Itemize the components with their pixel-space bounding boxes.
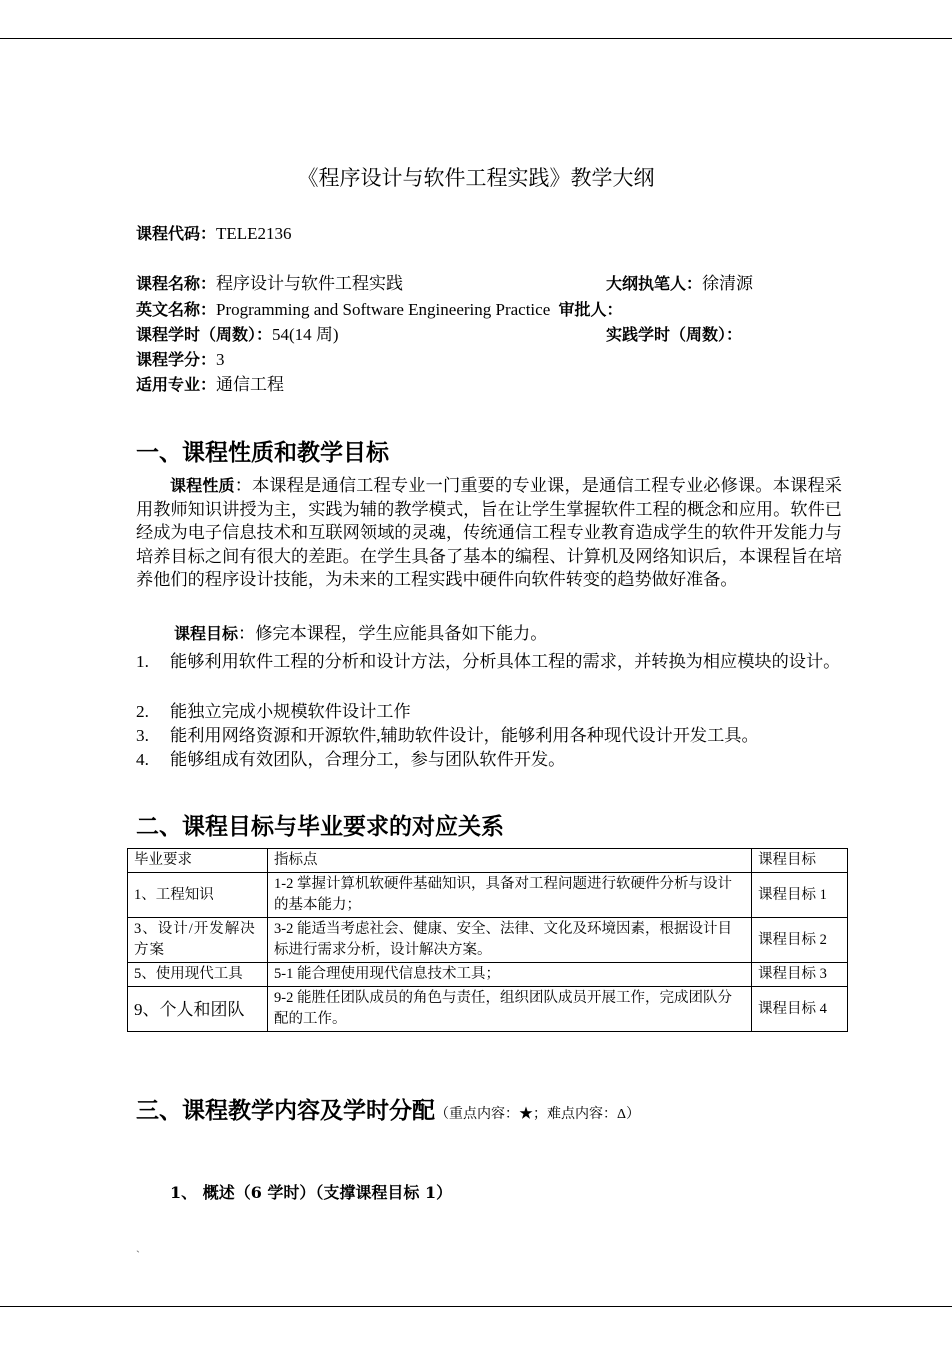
goal-item — [136, 650, 842, 674]
goal-number: 2. — [136, 702, 149, 721]
practice-hours-field — [606, 323, 742, 347]
header-indicator: 指标点 — [268, 849, 752, 873]
approver-label: 审批人： — [558, 300, 623, 319]
course-nature-label: 课程性质 — [170, 476, 235, 495]
table-header-row — [128, 849, 848, 873]
course-goal-cell: 课程目标 3 — [752, 963, 848, 987]
course-goal-cell: 课程目标 1 — [752, 873, 848, 918]
requirements-mapping-table — [127, 848, 848, 1032]
credit-value: 3 — [216, 350, 225, 369]
english-name-line — [136, 298, 623, 322]
goal-number: 1. — [136, 652, 149, 671]
indicator-cell: 1-2 掌握计算机软硬件基础知识，具备对工程问题进行软硬件分析与设计的基本能力； — [268, 873, 752, 918]
course-hours-value: 54(14 周) — [272, 325, 339, 344]
course-goal-label: 课程目标 — [174, 624, 239, 643]
english-name-label: 英文名称： — [136, 300, 217, 319]
course-code-line — [136, 222, 292, 246]
goal-item — [136, 700, 842, 724]
indicator-cell: 3-2 能适当考虑社会、健康、安全、法律、文化及环境因素，根据设计目标进行需求分析，设计解决方案。 — [268, 918, 752, 963]
course-hours-line — [136, 323, 743, 347]
course-code-value: TELE2136 — [216, 224, 292, 243]
section2-heading: 二、课程目标与毕业要求的对应关系 — [136, 813, 504, 840]
header-rule — [0, 38, 952, 39]
header-course-goal: 课程目标 — [752, 849, 848, 873]
goal-text: 能够组成有效团队，合理分工，参与团队软件开发。 — [170, 750, 566, 769]
stray-mark: ` — [136, 1248, 140, 1262]
requirement-cell: 1、工程知识 — [128, 873, 268, 918]
course-goal-paragraph — [136, 622, 842, 646]
major-value: 通信工程 — [216, 375, 285, 394]
course-hours-label: 课程学时（周数）： — [136, 325, 273, 344]
indicator-cell: 9-2 能胜任团队成员的角色与责任，组织团队成员开展工作，完成团队分配的工作。 — [268, 987, 752, 1032]
goal-number: 4. — [136, 750, 149, 769]
course-name-line — [136, 272, 754, 296]
section3-legend-note: （重点内容：★；难点内容：Δ） — [435, 1107, 641, 1122]
requirement-cell: 5、使用现代工具 — [128, 963, 268, 987]
indicator-cell: 5-1 能合理使用现代信息技术工具； — [268, 963, 752, 987]
practice-hours-label: 实践学时（周数）： — [606, 325, 743, 344]
footer-rule — [0, 1306, 952, 1307]
header-graduation-requirement: 毕业要求 — [128, 849, 268, 873]
course-name-value: 程序设计与软件工程实践 — [216, 274, 404, 293]
major-label: 适用专业： — [136, 375, 217, 394]
course-nature-text: ：本课程是通信工程专业一门重要的专业课，是通信工程专业必修课。本课程采用教师知识讲授为主，实践为辅的教学模式，旨在让学生掌握软件工程的概念和应用。软件已经成为电子信息技术和互联网领域的灵魂，传统通信工程专业教育造成学生的软件开发能力与培养目标之间有很大的差距。在学生具备了基本的编程、计算机及网络知识后，本课程旨在培养他们的程序设计技能，为未来的工程实践中硬件向软件转变的趋势做好准备。 — [136, 476, 842, 590]
credit-label: 课程学分： — [136, 350, 217, 369]
goal-item — [136, 724, 842, 748]
author-value: 徐清源 — [702, 274, 754, 293]
subsection-overview-heading: 1、 概述（6 学时）（支撑课程目标 1） — [170, 1183, 453, 1202]
table-row — [128, 963, 848, 987]
table-row — [128, 873, 848, 918]
major-line — [136, 373, 284, 397]
course-goal-cell: 课程目标 4 — [752, 987, 848, 1032]
course-goal-cell: 课程目标 2 — [752, 918, 848, 963]
author-label: 大纲执笔人： — [606, 274, 703, 293]
section1-heading: 一、课程性质和教学目标 — [136, 439, 389, 466]
course-goal-text: ：修完本课程，学生应能具备如下能力。 — [238, 624, 548, 643]
course-name-label: 课程名称： — [136, 274, 217, 293]
goal-item — [136, 748, 842, 772]
goal-number: 3. — [136, 726, 149, 745]
goal-text: 能独立完成小规模软件设计工作 — [170, 702, 411, 721]
english-name-value: Programming and Software Engineering Practice — [216, 300, 551, 319]
section3-heading — [136, 1092, 640, 1125]
credit-line — [136, 348, 225, 372]
course-nature-paragraph — [136, 474, 842, 592]
section3-heading-text: 三、课程教学内容及学时分配 — [136, 1097, 435, 1124]
goal-text: 能利用网络资源和开源软件,辅助软件设计，能够利用各种现代设计开发工具。 — [170, 726, 759, 745]
page-title: 《程序设计与软件工程实践》教学大纲 — [297, 166, 655, 190]
requirement-cell: 9、个人和团队 — [128, 987, 268, 1032]
goal-text: 能够利用软件工程的分析和设计方法，分析具体工程的需求，并转换为相应模块的设计。 — [170, 652, 841, 671]
requirement-cell: 3、设计/开发解决方案 — [128, 918, 268, 963]
author-field — [606, 272, 753, 296]
course-code-label: 课程代码： — [136, 224, 217, 243]
table-row — [128, 918, 848, 963]
table-row — [128, 987, 848, 1032]
